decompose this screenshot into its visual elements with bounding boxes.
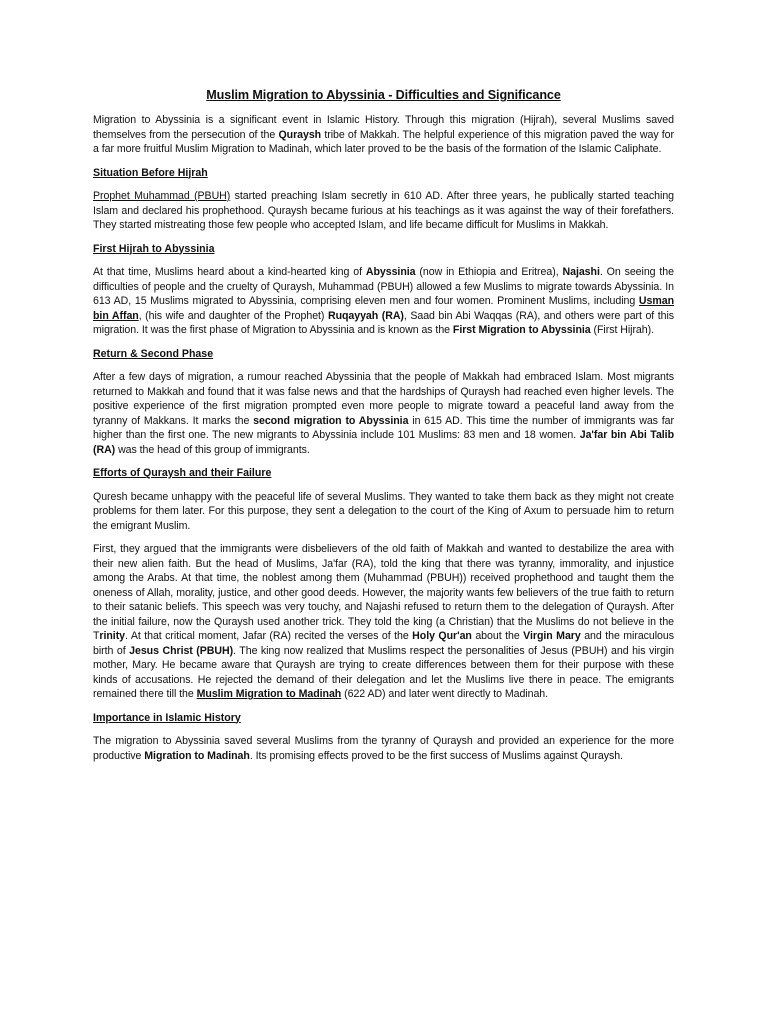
bold-term: Holy Qur'an — [412, 630, 472, 642]
bold-term: Ja'far bin Abi Talib (RA) — [93, 429, 674, 456]
bold-term: Virgin Mary — [523, 630, 581, 642]
bold-term: Migration to Madinah — [144, 749, 250, 762]
section-heading: Situation Before Hijrah — [93, 166, 208, 179]
bold-term: First Migration to Abyssinia — [452, 324, 591, 336]
underlined-term: Muslim Migration to Madinah — [196, 688, 342, 700]
document-body — [93, 166, 674, 764]
bold-term: Quraysh — [278, 128, 322, 141]
bold-term: Ruqayyah (RA) — [327, 309, 404, 322]
section-paragraph: First, they argued that the immigrants were disbelievers of the old faith of Makkah and wanted to destabilize the area with their new alien faith. But the head of Muslims, Ja'far (RA), told the king that there was tyranny, immorality, and injustice among the Arabs. At that time, the noblest among them (Muhammad (PBUH)) received prophethood and taught them the oneness of Allah, morality, justice, and other good deeds. However, the majority wants few believers of the true faith to return to their satanic beliefs. This speech was very touchy, and Najashi refused to return them to the delegation of Quraysh. After the initial failure, now the Quraysh used another trick. They told the king (a Christian) that the Muslims do not believe in the Trinity. At that critical moment, Jafar (RA) recited the verses of the Holy Qur'an about the Virgin Mary and the miraculous birth of Jesus Christ (PBUH). The king now realized that Muslims respect the personalities of Jesus (PBUH) and his virgin mother, Mary. He became aware that Quraysh are trying to create differences between them for their purpose with these kinds of accusations. He rejected the demand of their delegation and let the Muslims live there in peace. The emigrants remained there till the Muslim Migration to Madinah (622 AD) and later went directly to Madinah. — [93, 543, 674, 700]
section-heading: Efforts of Quraysh and their Failure — [93, 467, 272, 479]
section-paragraph: At that time, Muslims heard about a kind-hearted king of Abyssinia (now in Ethiopia and Eritrea), Najashi. On seeing the difficulties of people and the cruelty of Quraysh, Muhammad (PBUH) allowed a few Muslims to migrate towards Abyssinia. In 613 AD, 15 Muslims migrated to Abyssinia, comprising eleven men and four women. Prominent Muslims, including Usman bin Affan, (his wife and daughter of the Prophet) Ruqayyah (RA), Saad bin Abi Waqqas (RA), and others were part of this migration. It was the first phase of Migration to Abyssinia and is known as the First Migration to Abyssinia (First Hijrah). — [93, 266, 675, 336]
section-paragraph: The migration to Abyssinia saved several Muslims from the tyranny of Quraysh and provided an experience for the more productive Migration to Madinah. Its promising effects proved to be the first success of Muslims against Quraysh. — [93, 735, 674, 762]
section-heading: Importance in Islamic History — [93, 711, 241, 724]
bold-term: second migration to Abyssinia — [253, 414, 409, 427]
underlined-term: Prophet Muhammad (PBUH) — [93, 190, 231, 202]
section-paragraph: Prophet Muhammad (PBUH) started preaching Islam secretly in 610 AD. After three years, he publically started teaching Islam and declared his prophethood. Quraysh became furious at his teachings as it was against the way of their forefathers. They started mistreating those few people who accepted Islam, and life became difficult for Muslims in Makkah. — [93, 190, 675, 231]
section-heading: Return & Second Phase — [93, 347, 214, 360]
bold-term: rinity — [99, 630, 126, 642]
bold-term: Jesus Christ (PBUH) — [129, 644, 234, 657]
section-paragraph: After a few days of migration, a rumour reached Abyssinia that the people of Makkah had embraced Islam. Most migrants returned to Makkah and found that it was false news and that the hardships of Quraysh had reached even higher levels. The positive experience of the first migration prompted even more people to migrate toward a peaceful land away from the tyranny of Makkans. It marks the second migration to Abyssinia in 615 AD. This time the number of immigrants was far higher than the first one. The new migrants to Abyssinia include 101 Muslims: 83 men and 18 women. Ja'far bin Abi Talib (RA) was the head of this group of immigrants. — [93, 371, 674, 456]
bold-term: Najashi — [562, 266, 600, 278]
section-paragraph: Quresh became unhappy with the peaceful life of several Muslims. They wanted to take them back as they might not create problems for them later. For this purpose, they sent a delegation to the court of the King of Axum to persuade him to return the emigrant Muslim. — [93, 490, 674, 532]
section-heading: First Hijrah to Abyssinia — [93, 242, 215, 255]
bold-term: Abyssinia — [365, 266, 416, 278]
document-title: Muslim Migration to Abyssinia - Difficulties and Significance — [206, 88, 561, 102]
intro-paragraph: Migration to Abyssinia is a significant event in Islamic History. Through this migration (Hijrah), several Muslims saved themselves from the persecution of the Quraysh tribe of Makkah. The helpful experience of this migration paved the way for a far more fruitful Muslim Migration to Madinah, which later proved to be the basis of the formation of the Islamic Caliphate. — [93, 114, 675, 155]
underlined-term: Usman bin Affan — [93, 295, 674, 322]
